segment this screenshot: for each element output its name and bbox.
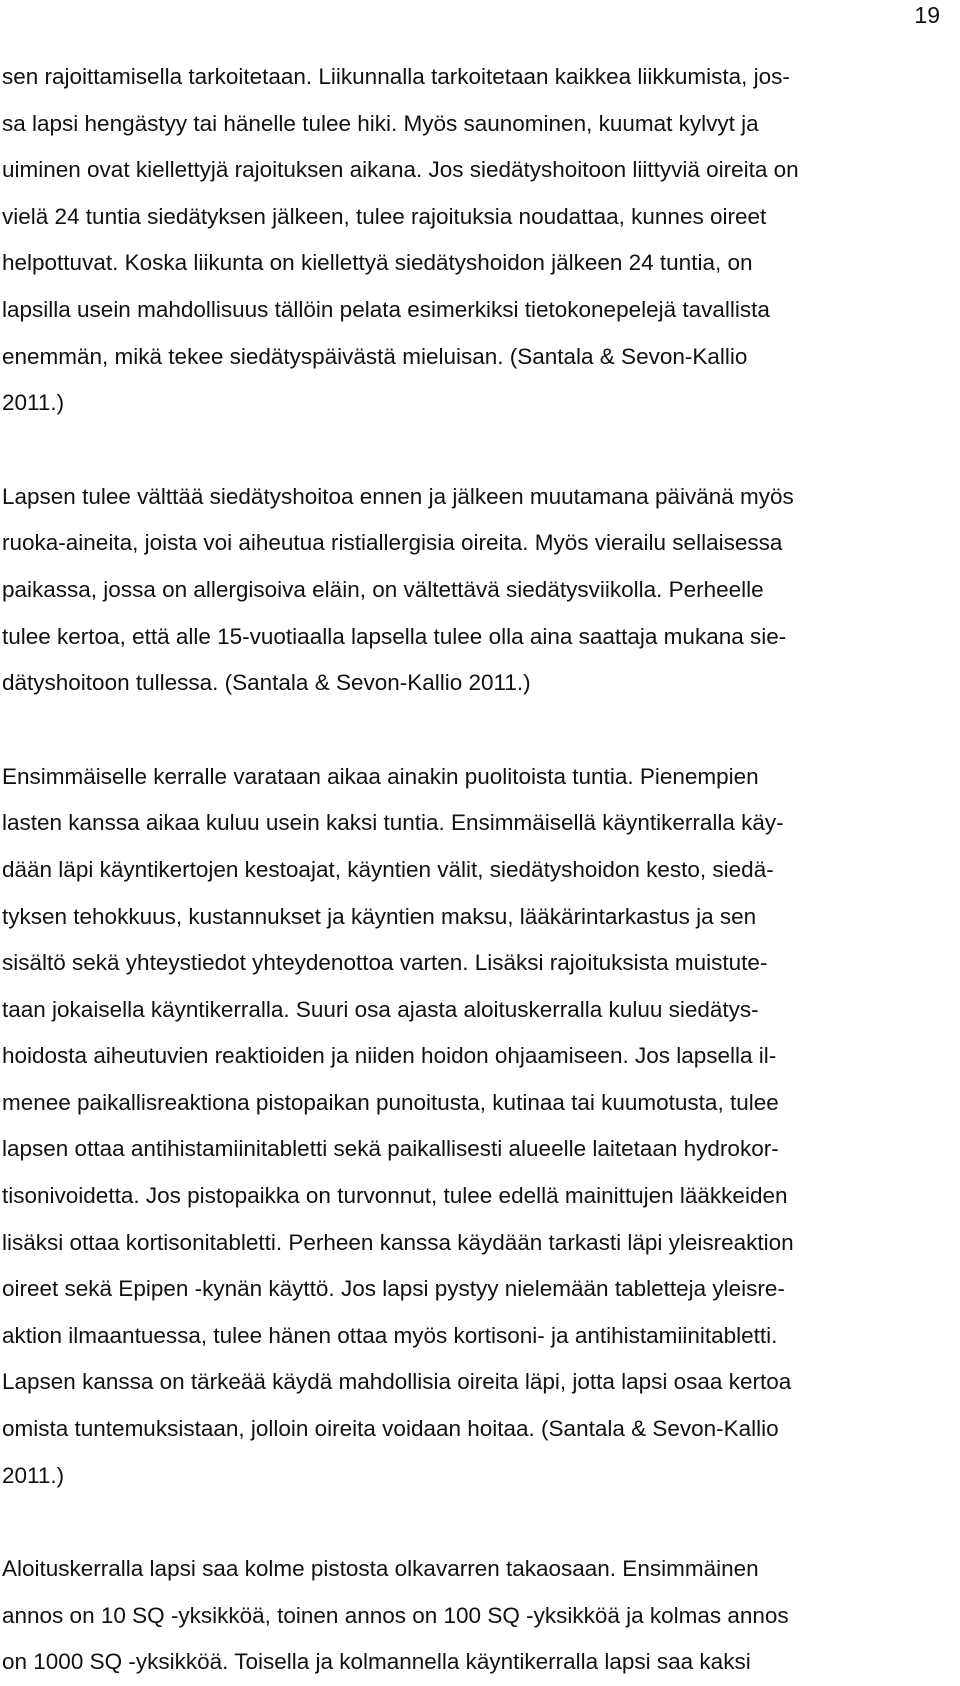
paragraph-gap <box>2 707 954 754</box>
paragraph-4: Aloituskerralla lapsi saa kolme pistosta olkavarren takaosaan. Ensimmäinen annos on 10 SQ -yksikköä, toinen annos on 100 SQ -yksikköä ja kolmas annos on 1000 SQ -yksikköä. Toisella ja kolmannella käyntikerralla lapsi saa kaksi <box>2 1556 789 1675</box>
paragraph-1: sen rajoittamisella tarkoitetaan. Liikunnalla tarkoitetaan kaikkea liikkumista, jos- sa lapsi hengästyy tai hänelle tulee hiki. Myös saunominen, kuumat kylvyt ja uiminen ovat kiellettyjä rajoituksen aikana. Jos siedätyshoitoon liittyviä oireita on vielä 24 tuntia siedätyksen jälkeen, tulee rajoituksia noudattaa, kunnes oireet helpottuvat. Koska liikunta on kiellettyä siedätyshoidon jälkeen 24 tuntia, on lapsilla usein mahdollisuus tällöin pelata esimerkiksi tietokonepelejä tavallista enemmän, mikä tekee siedätyspäivästä mieluisan. (Santala & Sevon-Kallio 2011.) <box>2 64 799 416</box>
paragraph-gap <box>2 1499 954 1546</box>
paragraph-gap <box>2 427 954 474</box>
paragraph-2: Lapsen tulee välttää siedätyshoitoa ennen ja jälkeen muutamana päivänä myös ruoka-aineita, joista voi aiheutua ristiallergisia oireita. Myös vierailu sellaisessa paikassa, jossa on allergisoiva eläin, on vältettävä siedätysviikolla. Perheelle tulee kertoa, että alle 15-vuotiaalla lapsella tulee olla aina saattaja mukana sie- dätyshoitoon tullessa. (Santala & Sevon-Kallio 2011.) <box>2 483 794 696</box>
document-body <box>2 54 954 1686</box>
page-number: 19 <box>914 2 940 28</box>
paragraph-3: Ensimmäiselle kerralle varataan aikaa ainakin puolitoista tuntia. Pienempien lasten kanssa aikaa kuluu usein kaksi tuntia. Ensimmäisellä käyntikerralla käy- dään läpi käyntikertojen kestoajat, käyntien välit, siedätyshoidon kesto, siedä- tyksen tehokkuus, kustannukset ja käyntien maksu, lääkärintarkastus ja sen sisältö sekä yhteystiedot yhteydenottoa varten. Lisäksi rajoituksista muistute- taan jokaisella käyntikerralla. Suuri osa ajasta aloituskerralla kuluu siedätys- hoidosta aiheutuvien reaktioiden ja niiden hoidon ohjaamiseen. Jos lapsella il- menee paikallisreaktiona pistopaikan punoitusta, kutinaa tai kuumotusta, tulee lapsen ottaa antihistamiinitabletti sekä paikallisesti alueelle laitetaan hydrokor- tisonivoidetta. Jos pistopaikka on turvonnut, tulee edellä mainittujen lääkkeiden lisäksi ottaa kortisonitabletti. Perheen kanssa käydään tarkasti läpi yleisreaktion oireet sekä Epipen -kynän käyttö. Jos lapsi pystyy nielemään tabletteja yleisre- aktion ilmaantuessa, tulee hänen ottaa myös kortisoni- ja antihistamiinitabletti. Lapsen kanssa on tärkeää käydä mahdollisia oireita läpi, jotta lapsi osaa kertoa omista tuntemuksistaan, jolloin oireita voidaan hoitaa. (Santala & Sevon-Kallio 2011.) <box>2 763 794 1488</box>
